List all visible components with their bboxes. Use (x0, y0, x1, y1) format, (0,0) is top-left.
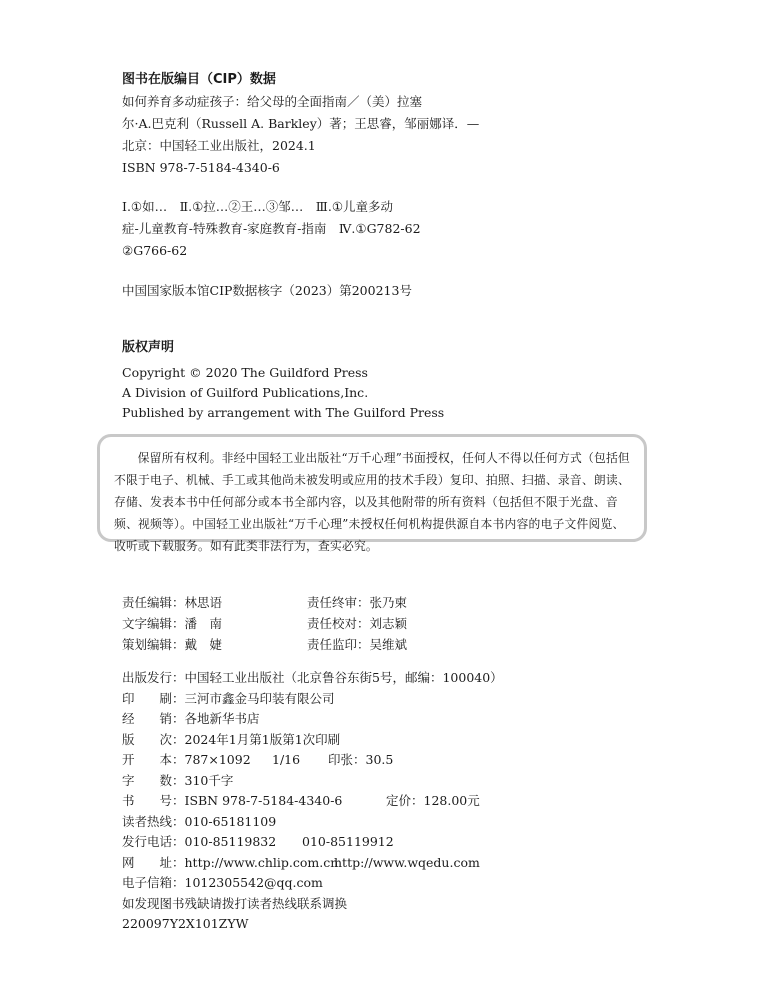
copyright-heading: 版权声明 (122, 340, 175, 355)
isbn-value: 书 号：ISBN 978-7-5184-4340-6 (122, 793, 343, 808)
cip-description (122, 91, 479, 179)
cip-desc-line: 尔·A.巴克利（Russell A. Barkley）著；王思睿，邹丽娜译．— (122, 116, 480, 131)
book-number-line (122, 791, 642, 812)
copyright-line: Copyright © 2020 The Guildford Press (122, 365, 368, 380)
phone-1: 发行电话：010-85119832 (122, 834, 277, 849)
website-1: 网 址：http://www.chlip.com.cn (122, 854, 339, 870)
format-size: 开 本：787×1092 (122, 752, 251, 767)
staff-row (122, 592, 542, 613)
cip-classification (122, 196, 421, 262)
staff-entry: 责任监印：吴维斌 (307, 637, 408, 652)
phone-line (122, 832, 642, 853)
staff-entry: 文字编辑：潘 南 (122, 616, 223, 631)
staff-entry: 责任校对：刘志颖 (307, 616, 408, 631)
email-line: 电子信箱：1012305542@qq.com (122, 875, 323, 890)
phone-2: 010-85119912 (302, 834, 394, 849)
cip-class-line: ②G766-62 (122, 243, 188, 258)
staff-entry: 责任编辑：林思语 (122, 595, 223, 610)
website-line (122, 853, 642, 874)
format-fold: 1/16 (272, 752, 301, 767)
editorial-staff (122, 592, 542, 655)
staff-row (122, 613, 542, 634)
copyright-statement (122, 363, 444, 423)
rights-notice-box (97, 434, 647, 553)
publication-info (122, 668, 642, 935)
staff-entry: 责任终审：张乃柬 (307, 595, 408, 610)
copyright-line: Published by arrangement with The Guilford Press (122, 405, 445, 420)
cip-heading: 图书在版编目（CIP）数据 (122, 72, 276, 87)
staff-entry: 策划编辑：戴 婕 (122, 637, 223, 652)
printer-line: 印 刷：三河市鑫金马印装有限公司 (122, 690, 335, 706)
wordcount-line: 字 数：310千字 (122, 772, 234, 788)
copyright-line: A Division of Guilford Publications,Inc. (122, 385, 369, 400)
cip-class-line: Ⅰ.①如… Ⅱ.①拉…②王…③邹… Ⅲ.①儿童多动 (122, 199, 394, 214)
publisher-line: 出版发行：中国轻工业出版社（北京鲁谷东街5号，邮编：100040） (122, 670, 503, 685)
cip-number: 中国国家版本馆CIP数据核字（2023）第200213号 (122, 283, 412, 298)
cip-desc-line: 北京：中国轻工业出版社，2024.1 (122, 138, 316, 153)
format-sheets: 印张：30.5 (328, 752, 394, 767)
distributor-line: 经 销：各地新华书店 (122, 711, 260, 726)
cip-desc-line: 如何养育多动症孩子：给父母的全面指南／（美）拉塞 (122, 94, 423, 109)
edition-line: 版 次：2024年1月第1版第1次印刷 (122, 731, 341, 747)
cip-class-line: 症-儿童教育-特殊教育-家庭教育-指南 Ⅳ.①G782-62 (122, 221, 421, 236)
cip-isbn: ISBN 978-7-5184-4340-6 (122, 160, 280, 175)
rights-notice-text: 保留所有权利。非经中国轻工业出版社“万千心理”书面授权，任何人不得以任何方式（包括但不限于电子、机械、手工或其他尚未被发明或应用的技术手段）复印、拍照、扫描、录音、朗读、存储、发表本书中任何部分或本书全部内容，以及其他附带的所有资料（包括但不限于光盘、音频、视频等）。中国轻工业出版社“万千心理”未授权任何机构提供源自本书内容的电子文件阅览、收听或下载服务。如有此类非法行为，查实必究。 (114, 451, 630, 553)
staff-row (122, 634, 542, 655)
product-code: 220097Y2X101ZYW (122, 916, 249, 931)
hotline-line: 读者热线：010-65181109 (122, 813, 277, 829)
defect-notice-line: 如发现图书残缺请拨打读者热线联系调换 (122, 895, 348, 911)
website-2: http://www.wqedu.com (334, 854, 480, 870)
price-value: 定价：128.00元 (386, 793, 480, 808)
format-line (122, 750, 642, 771)
